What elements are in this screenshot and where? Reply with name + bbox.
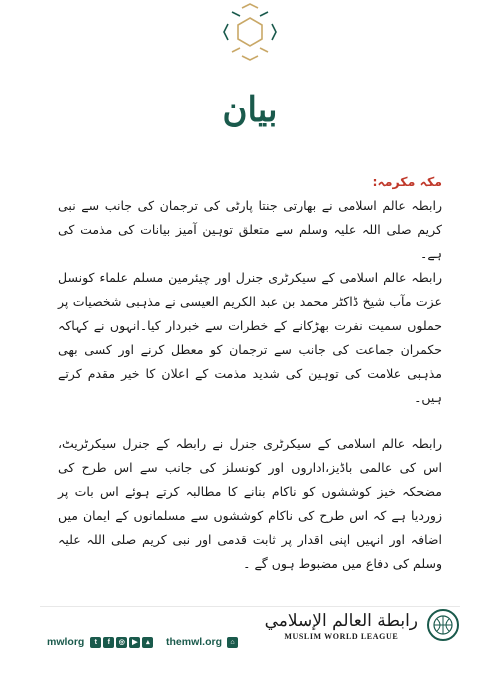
youtube-icon[interactable]: ▶ [129,637,140,648]
website-text: themwl.org [166,636,223,648]
ornament-logo-icon [220,2,280,62]
website-link[interactable] [166,636,238,648]
instagram-icon[interactable]: ◎ [116,637,127,648]
statement-body [58,170,442,576]
org-name-english: MUSLIM WORLD LEAGUE [284,631,399,641]
org-name-arabic: رابطة العالم الإسلامي [264,610,418,631]
social-handle: mwlorg [47,636,85,648]
paragraph-3: رابطہ عالم اسلامی کے سیکرٹری جنرل نے رابطہ کے جنرل سیکرٹریٹ، اس کی عالمی باڈیز،اداروں اور کونسلز کی جانب سے اس طرح کی مضحکہ خیز کوششوں کو ناکام بنانے کا مطالبہ کرتے ہوئے اس بات پر زوردیا ہے کہ اس طرح کی ناکام کوششوں سے مسلمانوں کے ایمان میں اضافہ اور انہیں اپنی اقدار پر ثابت قدمی اور نبی کریم صلی اللہ علیہ وسلم کی دفاع میں مضبوط ہوں گے ۔ [58,436,442,571]
org-logo [265,608,460,642]
home-icon: ⌂ [227,637,238,648]
globe-emblem-icon [426,608,460,642]
location-label: مکہ مکرمہ: [372,174,442,189]
twitter-icon[interactable]: t [90,637,101,648]
footer-divider [40,606,460,607]
other-icon[interactable]: ▴ [142,637,153,648]
page-title: بیان [222,90,278,130]
paragraph-1: رابطہ عالم اسلامی نے بھارتی جنتا پارٹی کی ترجمان کی جانب سے نبی کریم صلی اللہ علیہ وسلم سے متعلق توہین آمیز بیانات کی مذمت کی ہے۔ [58,198,442,261]
facebook-icon[interactable]: f [103,637,114,648]
social-links [47,636,153,648]
paragraph-2: رابطہ عالم اسلامی کے سیکرٹری جنرل اور چیئرمین مسلم علماء کونسل عزت مآب شیخ ڈاکٹر محمد بن عبد الکریم العیسی نے مذہبی شخصیات پر حملوں سمیت نفرت بھڑکانے کے خطرات سے خبردار کیا۔انہوں نے کہاکہ حکمران جماعت کی جانب سے ترجمان کو معطل کرنے اور کسی بھی مذہبی علامت کی توہین کی شدید مذمت کے اعلان کا خیر مقدم کرتے ہیں۔ [58,270,442,405]
